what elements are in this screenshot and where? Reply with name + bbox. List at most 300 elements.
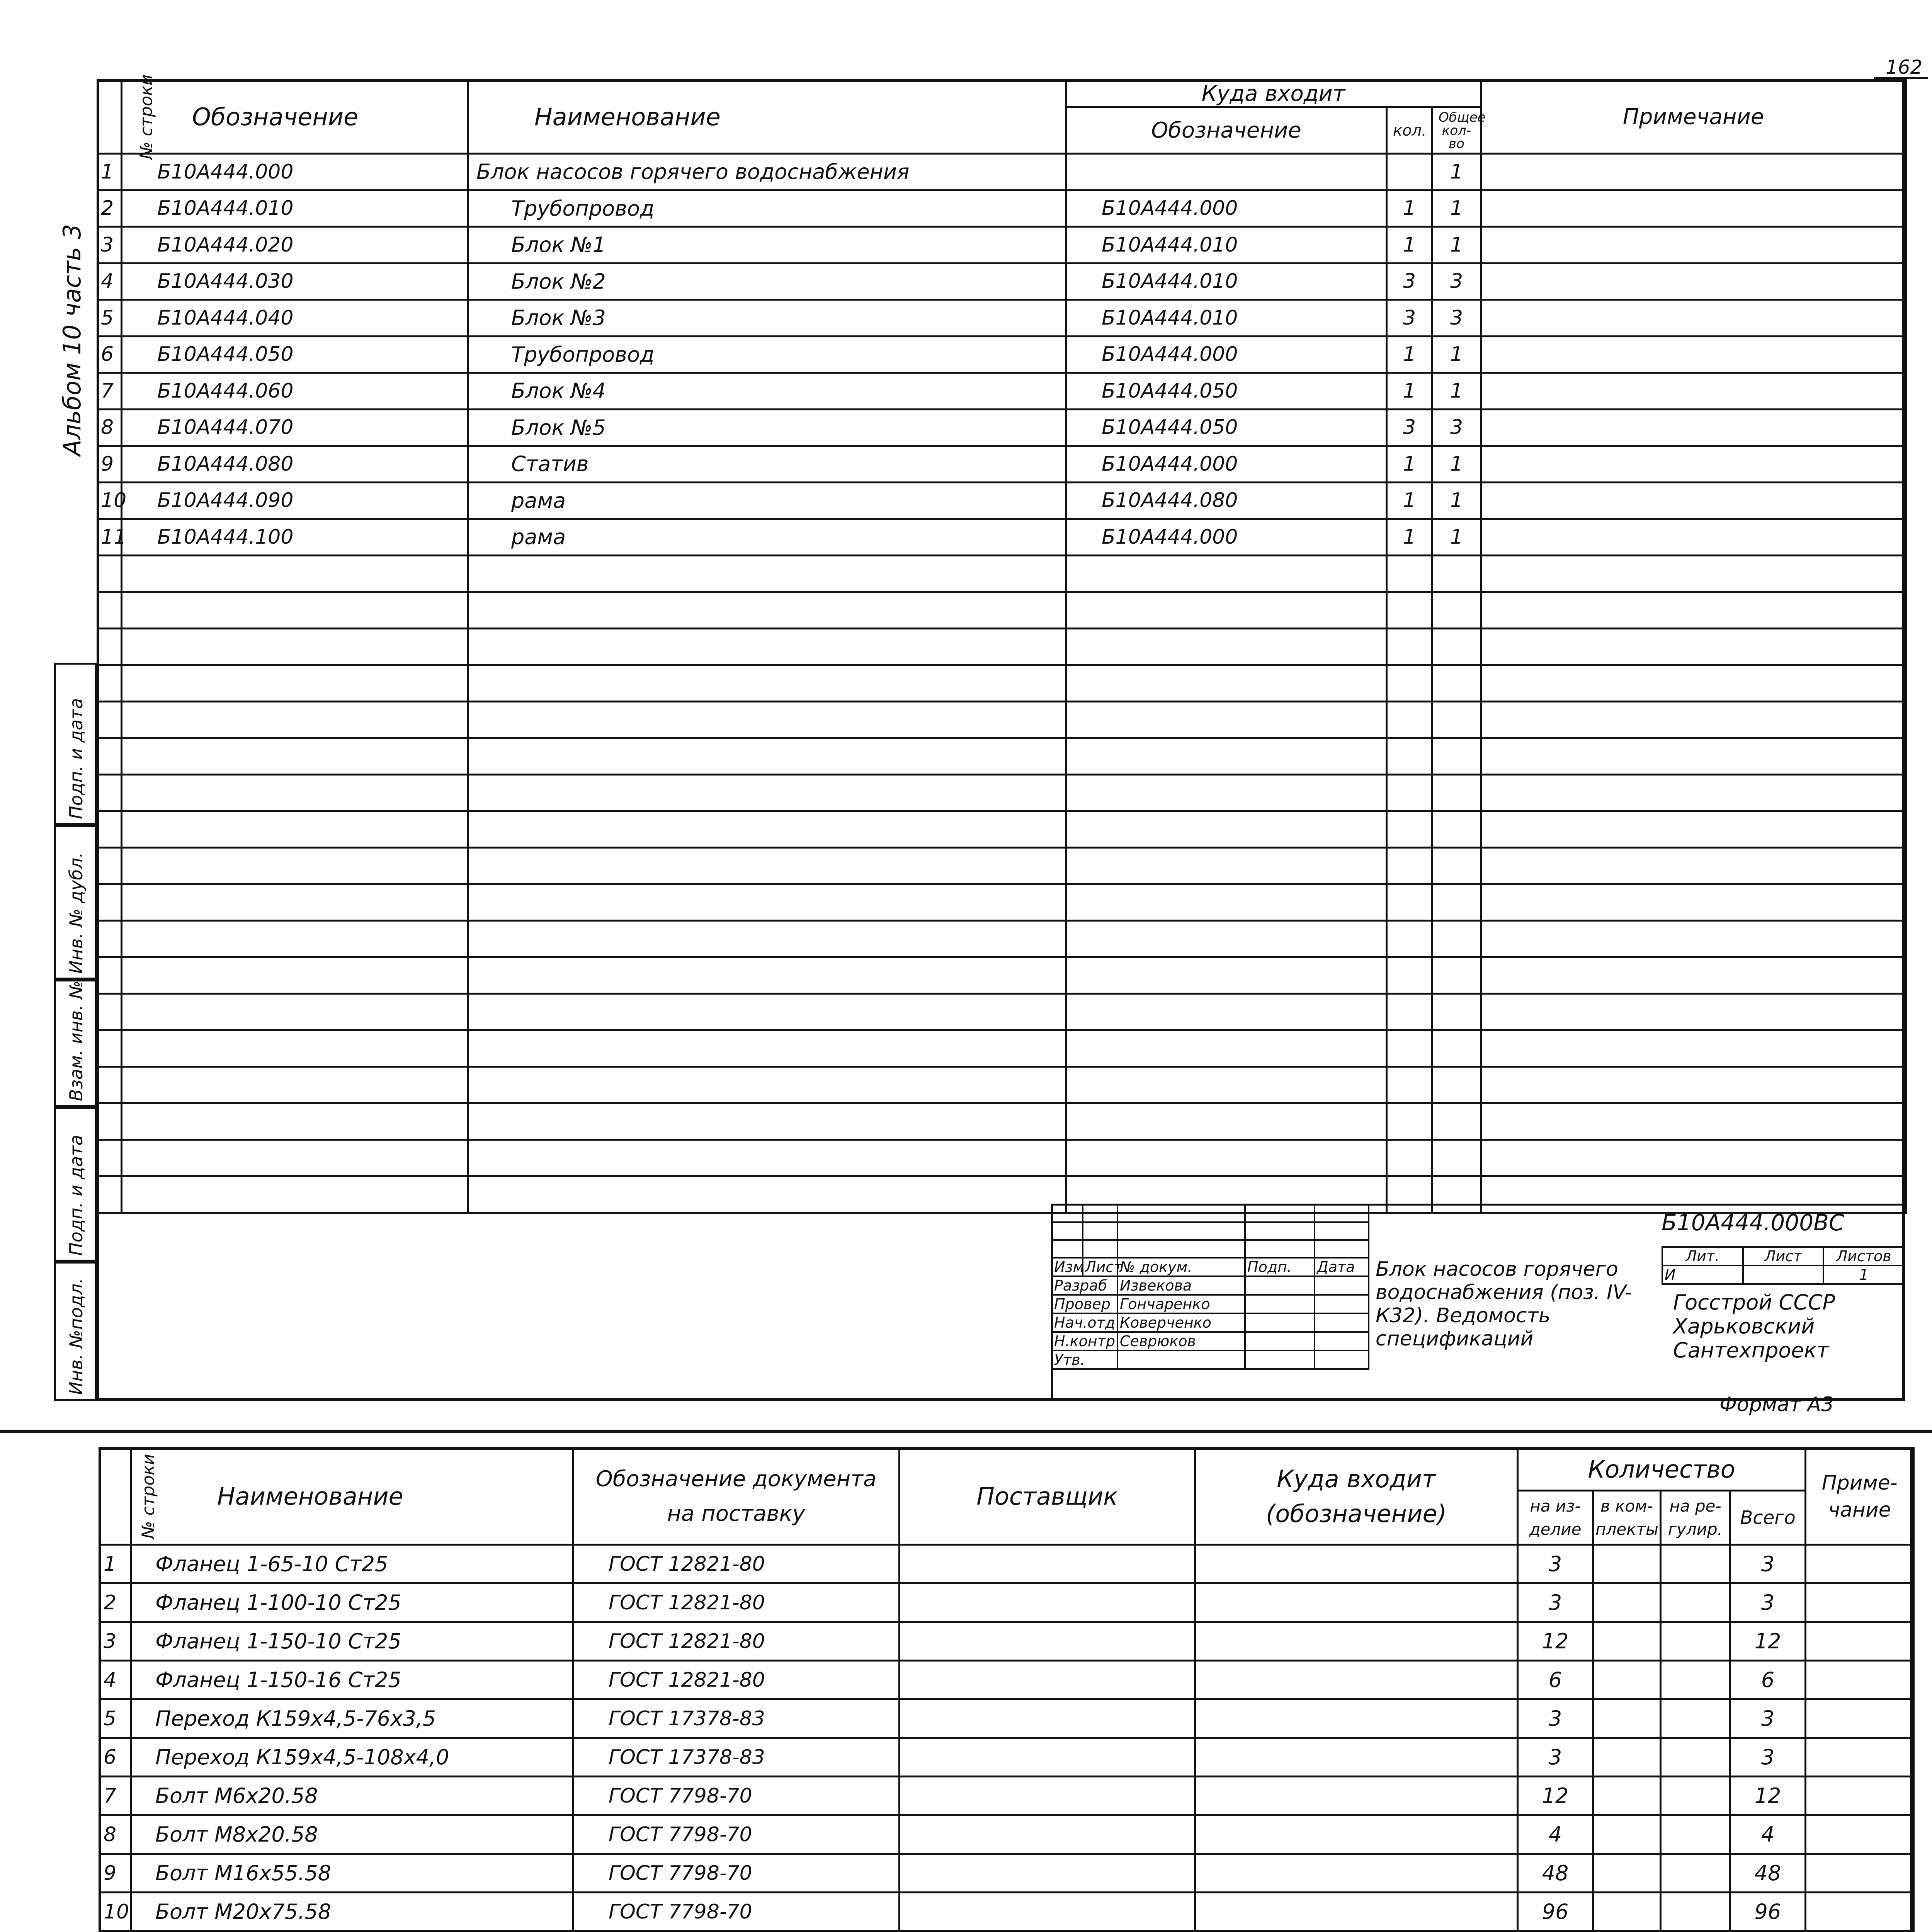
table-row — [98, 227, 1906, 264]
s1-cell-name — [468, 1139, 1066, 1176]
table-row — [98, 774, 1906, 811]
s1-cell-num — [98, 628, 122, 665]
s1-cell-name — [468, 1030, 1066, 1067]
s2-header-name: Наименование — [131, 1448, 573, 1545]
margin-label: Подп. и дата — [66, 698, 87, 819]
s1-cell-num — [98, 920, 122, 957]
table-row — [100, 1545, 1914, 1583]
table-row — [98, 482, 1906, 519]
s1-header-name: Наименование — [468, 80, 1066, 154]
s1-cell-designation — [122, 665, 468, 702]
s2-cell-supplier — [900, 1699, 1195, 1738]
s1-cell-total: 1 — [1432, 446, 1481, 483]
s1-cell-note — [1481, 957, 1906, 994]
s1-cell-where — [1066, 774, 1387, 811]
table-row — [98, 1103, 1906, 1140]
s1-stamp-lit: Лит. Лист Листов И 1 — [1662, 1246, 1905, 1285]
s1-cell-qty: 1 — [1387, 373, 1432, 410]
s2-cell-supplier — [900, 1545, 1195, 1583]
s2-cell-name: Фланец 1-150-10 Ст25 — [131, 1622, 573, 1661]
s2-cell-per-item: 3 — [1518, 1545, 1593, 1583]
s1-cell-where: Б10А444.010 — [1066, 300, 1387, 337]
s2-cell-note — [1806, 1545, 1914, 1583]
s1-cell-note — [1481, 701, 1906, 738]
s2-cell-where — [1195, 1777, 1518, 1815]
s2-cell-supplier — [900, 1893, 1195, 1931]
table-row — [98, 555, 1906, 592]
s1-cell-note — [1481, 227, 1906, 264]
s2-cell-per-item: 6 — [1518, 1661, 1593, 1699]
s1-cell-where — [1066, 1139, 1387, 1176]
s1-cell-num: 3 — [98, 227, 122, 264]
table-row — [98, 300, 1906, 337]
s2-cell-regul — [1661, 1893, 1730, 1931]
s1-cell-num — [98, 811, 122, 848]
s2-header-where: Куда входит (обозначение) — [1195, 1448, 1518, 1545]
s1-cell-designation — [122, 811, 468, 848]
s1-cell-designation: Б10А444.010 — [122, 190, 468, 227]
s2-cell-where — [1195, 1622, 1518, 1661]
s2-cell-total: 3 — [1730, 1738, 1806, 1777]
s2-cell-where — [1195, 1893, 1518, 1931]
s1-cell-qty: 1 — [1387, 482, 1432, 519]
s2-cell-name: Фланец 1-150-16 Ст25 — [131, 1661, 573, 1699]
s1-cell-qty — [1387, 957, 1432, 994]
s2-cell-where — [1195, 1661, 1518, 1699]
s1-cell-total: 3 — [1432, 263, 1481, 300]
s1-cell-total — [1432, 774, 1481, 811]
s1-cell-total: 1 — [1432, 373, 1481, 410]
s1-cell-where: Б10А444.010 — [1066, 263, 1387, 300]
s1-cell-total — [1432, 920, 1481, 957]
s2-cell-per-set — [1593, 1854, 1661, 1893]
s1-format: Формат А3 — [1719, 1393, 1834, 1416]
s1-header-where-designation: Обозначение — [1066, 107, 1387, 154]
table-row — [98, 1030, 1906, 1067]
s1-cell-total: 3 — [1432, 300, 1481, 337]
s2-header-supplier: Поставщик — [900, 1448, 1195, 1545]
s2-header-per-item: на из-делие — [1518, 1491, 1593, 1545]
s1-cell-designation: Б10А444.020 — [122, 227, 468, 264]
s1-cell-where — [1066, 555, 1387, 592]
table-row — [98, 519, 1906, 556]
s1-cell-total — [1432, 592, 1481, 629]
s1-cell-qty: 1 — [1387, 519, 1432, 556]
s1-header-where-group: Куда входит — [1066, 80, 1481, 107]
s1-cell-qty — [1387, 701, 1432, 738]
table-row — [98, 993, 1906, 1030]
s1-cell-num — [98, 1103, 122, 1140]
s1-cell-num — [98, 665, 122, 702]
s1-cell-name: Блок №4 — [468, 373, 1066, 410]
s1-cell-where — [1066, 920, 1387, 957]
s1-cell-where: Б10А444.050 — [1066, 409, 1387, 446]
s2-cell-regul — [1661, 1622, 1730, 1661]
table-row — [98, 190, 1906, 227]
s1-cell-note — [1481, 154, 1906, 190]
s1-cell-total — [1432, 555, 1481, 592]
s1-cell-num — [98, 1139, 122, 1176]
s1-cell-qty — [1387, 920, 1432, 957]
s1-cell-total: 1 — [1432, 336, 1481, 373]
s1-cell-qty: 3 — [1387, 300, 1432, 337]
s1-cell-where — [1066, 993, 1387, 1030]
s1-cell-designation — [122, 592, 468, 629]
s1-cell-total — [1432, 957, 1481, 994]
s1-cell-designation: Б10А444.050 — [122, 336, 468, 373]
s2-cell-per-item: 3 — [1518, 1583, 1593, 1622]
s1-cell-num: 9 — [98, 446, 122, 483]
s1-cell-num — [98, 774, 122, 811]
s1-cell-note — [1481, 263, 1906, 300]
s2-cell-supplier — [900, 1777, 1195, 1815]
s1-cell-designation: Б10А444.100 — [122, 519, 468, 556]
s1-cell-note — [1481, 592, 1906, 629]
s1-cell-name — [468, 738, 1066, 775]
s1-cell-note — [1481, 993, 1906, 1030]
page-number: 162 — [1886, 56, 1923, 78]
s2-cell-total: 48 — [1730, 1854, 1806, 1893]
s1-cell-note — [1481, 519, 1906, 556]
s1-cell-note — [1481, 774, 1906, 811]
s1-cell-total — [1432, 1139, 1481, 1176]
s1-cell-note — [1481, 811, 1906, 848]
s1-cell-where — [1066, 738, 1387, 775]
s1-cell-where — [1066, 628, 1387, 665]
s2-header-total: Всего — [1730, 1491, 1806, 1545]
s1-cell-name — [468, 774, 1066, 811]
s1-cell-where — [1066, 1066, 1387, 1103]
table-row — [100, 1738, 1914, 1777]
s1-cell-designation — [122, 701, 468, 738]
s2-cell-per-set — [1593, 1699, 1661, 1738]
s1-cell-name: Блок №3 — [468, 300, 1066, 337]
s1-cell-designation — [122, 1103, 468, 1140]
s1-stamp-code: Б10А444.000ВС — [1662, 1209, 1845, 1236]
s2-cell-total: 96 — [1730, 1893, 1806, 1931]
s2-cell-num: 3 — [100, 1622, 131, 1661]
table-row — [100, 1854, 1914, 1893]
s1-cell-designation — [122, 1066, 468, 1103]
s2-cell-doc: ГОСТ 7798-70 — [573, 1777, 900, 1815]
s2-cell-num: 7 — [100, 1777, 131, 1815]
s1-cell-where — [1066, 847, 1387, 884]
margin-box — [54, 980, 97, 1107]
s1-cell-note — [1481, 665, 1906, 702]
s1-header-designation: Обозначение — [122, 80, 468, 154]
s1-cell-name — [468, 884, 1066, 921]
s1-cell-num — [98, 738, 122, 775]
s1-cell-qty — [1387, 665, 1432, 702]
margin-label: Инв. №подл. — [66, 1278, 87, 1395]
s2-cell-per-item: 3 — [1518, 1699, 1593, 1738]
s1-cell-name: Блок №5 — [468, 409, 1066, 446]
s1-cell-name: рама — [468, 519, 1066, 556]
s2-cell-note — [1806, 1738, 1914, 1777]
s1-cell-note — [1481, 336, 1906, 373]
s2-cell-name: Болт М8х20.58 — [131, 1815, 573, 1854]
table-row — [98, 665, 1906, 702]
s1-cell-where: Б10А444.010 — [1066, 227, 1387, 264]
s1-cell-qty — [1387, 1139, 1432, 1176]
s2-cell-supplier — [900, 1661, 1195, 1699]
s1-cell-total — [1432, 701, 1481, 738]
sheet2-purchased-table — [99, 1447, 1915, 1932]
s1-cell-name — [468, 1066, 1066, 1103]
s1-cell-designation — [122, 774, 468, 811]
s1-cell-num: 5 — [98, 300, 122, 337]
s1-cell-name: Трубопровод — [468, 190, 1066, 227]
s1-cell-num: 7 — [98, 373, 122, 410]
s1-cell-qty: 1 — [1387, 227, 1432, 264]
s2-cell-regul — [1661, 1815, 1730, 1854]
s2-header-per-set: в ком-плекты — [1593, 1491, 1661, 1545]
table-row — [100, 1815, 1914, 1854]
s1-cell-where: Б10А444.050 — [1066, 373, 1387, 410]
s2-cell-per-item: 48 — [1518, 1854, 1593, 1893]
s2-cell-total: 3 — [1730, 1583, 1806, 1622]
s2-cell-doc: ГОСТ 12821-80 — [573, 1622, 900, 1661]
s1-cell-where — [1066, 592, 1387, 629]
s1-cell-qty — [1387, 1030, 1432, 1067]
s1-cell-designation — [122, 1139, 468, 1176]
s2-cell-total: 3 — [1730, 1545, 1806, 1583]
s2-cell-per-item: 12 — [1518, 1777, 1593, 1815]
s1-cell-designation: Б10А444.060 — [122, 373, 468, 410]
s2-cell-per-set — [1593, 1738, 1661, 1777]
s2-cell-note — [1806, 1622, 1914, 1661]
s1-cell-where: Б10А444.000 — [1066, 519, 1387, 556]
s1-cell-num — [98, 1066, 122, 1103]
s2-cell-name: Переход К159х4,5-108х4,0 — [131, 1738, 573, 1777]
s2-cell-total: 4 — [1730, 1815, 1806, 1854]
s1-cell-where — [1066, 1030, 1387, 1067]
s1-cell-qty — [1387, 738, 1432, 775]
s1-cell-total — [1432, 738, 1481, 775]
s1-cell-total: 1 — [1432, 227, 1481, 264]
s1-cell-name — [468, 1176, 1066, 1213]
s1-cell-qty — [1387, 993, 1432, 1030]
s1-cell-designation — [122, 555, 468, 592]
s1-cell-num — [98, 993, 122, 1030]
s2-cell-total: 12 — [1730, 1777, 1806, 1815]
s1-cell-total: 1 — [1432, 190, 1481, 227]
s2-cell-regul — [1661, 1854, 1730, 1893]
s1-cell-name: Блок насосов горячего водоснабжения — [468, 154, 1066, 190]
s1-cell-where — [1066, 154, 1387, 190]
s2-cell-per-set — [1593, 1545, 1661, 1583]
s1-cell-designation — [122, 1030, 468, 1067]
table-row — [98, 1139, 1906, 1176]
s2-cell-doc: ГОСТ 17378-83 — [573, 1699, 900, 1738]
s1-cell-total: 3 — [1432, 409, 1481, 446]
s2-cell-name: Болт М16х55.58 — [131, 1854, 573, 1893]
s2-cell-total: 12 — [1730, 1622, 1806, 1661]
album-note: Альбом 10 часть 3 — [58, 224, 86, 456]
s2-cell-name: Болт М20х75.58 — [131, 1893, 573, 1931]
s1-cell-name: Блок №2 — [468, 263, 1066, 300]
margin-label: Взам. инв. № — [66, 980, 87, 1101]
s2-cell-regul — [1661, 1777, 1730, 1815]
s1-cell-note — [1481, 190, 1906, 227]
s1-cell-designation — [122, 920, 468, 957]
table-row — [98, 1176, 1906, 1213]
s1-stamp-org: Госстрой СССР Харьковский Сантехпроект — [1673, 1290, 1835, 1362]
s2-header-num: № строки — [100, 1448, 131, 1545]
table-row — [98, 373, 1906, 410]
s1-cell-total — [1432, 628, 1481, 665]
s1-cell-qty: 1 — [1387, 190, 1432, 227]
s1-cell-note — [1481, 628, 1906, 665]
s1-cell-qty: 1 — [1387, 336, 1432, 373]
s1-cell-num — [98, 884, 122, 921]
s2-cell-num: 9 — [100, 1854, 131, 1893]
s2-cell-total: 3 — [1730, 1699, 1806, 1738]
s1-cell-num: 2 — [98, 190, 122, 227]
s2-cell-note — [1806, 1893, 1914, 1931]
s1-cell-designation: Б10А444.000 — [122, 154, 468, 190]
s2-cell-supplier — [900, 1622, 1195, 1661]
s1-cell-num: 1 — [98, 154, 122, 190]
s1-header-note: Примечание — [1481, 80, 1906, 154]
table-row — [100, 1661, 1914, 1699]
s1-cell-note — [1481, 1176, 1906, 1213]
s1-cell-note — [1481, 300, 1906, 337]
table-row — [98, 628, 1906, 665]
s1-cell-num: 4 — [98, 263, 122, 300]
s1-cell-name: Статив — [468, 446, 1066, 483]
s2-cell-where — [1195, 1583, 1518, 1622]
sheet1-spec-table — [97, 74, 1907, 1213]
s1-cell-num: 10 — [98, 482, 122, 519]
s1-cell-where — [1066, 1103, 1387, 1140]
table-row — [98, 701, 1906, 738]
s1-cell-qty — [1387, 154, 1432, 190]
s1-cell-designation: Б10А444.040 — [122, 300, 468, 337]
s1-cell-name — [468, 1103, 1066, 1140]
s2-cell-supplier — [900, 1738, 1195, 1777]
s2-cell-doc: ГОСТ 17378-83 — [573, 1738, 900, 1777]
s2-cell-per-set — [1593, 1661, 1661, 1699]
s1-cell-name — [468, 665, 1066, 702]
s2-cell-name: Фланец 1-65-10 Ст25 — [131, 1545, 573, 1583]
margin-label: Инв. № дубл. — [66, 852, 87, 974]
s1-cell-where — [1066, 957, 1387, 994]
s1-cell-where — [1066, 811, 1387, 848]
s1-cell-designation: Б10А444.080 — [122, 446, 468, 483]
s1-cell-name — [468, 847, 1066, 884]
s1-cell-designation: Б10А444.030 — [122, 263, 468, 300]
s1-cell-note — [1481, 482, 1906, 519]
s2-cell-per-set — [1593, 1777, 1661, 1815]
s1-cell-qty — [1387, 1103, 1432, 1140]
s1-cell-note — [1481, 555, 1906, 592]
s2-cell-name: Фланец 1-100-10 Ст25 — [131, 1583, 573, 1622]
s2-cell-supplier — [900, 1815, 1195, 1854]
s1-cell-note — [1481, 409, 1906, 446]
table-row — [98, 738, 1906, 775]
s1-cell-num: 6 — [98, 336, 122, 373]
s1-cell-qty: 1 — [1387, 446, 1432, 483]
s1-cell-total — [1432, 1030, 1481, 1067]
s1-cell-num — [98, 555, 122, 592]
s1-cell-total: 1 — [1432, 154, 1481, 190]
s1-cell-where: Б10А444.080 — [1066, 482, 1387, 519]
s1-cell-designation — [122, 884, 468, 921]
s1-cell-where: Б10А444.000 — [1066, 336, 1387, 373]
s1-cell-name — [468, 957, 1066, 994]
table-row — [98, 811, 1906, 848]
margin-box — [54, 1107, 97, 1262]
margin-box — [54, 663, 97, 825]
s2-cell-note — [1806, 1854, 1914, 1893]
s2-cell-doc: ГОСТ 12821-80 — [573, 1545, 900, 1583]
s2-cell-where — [1195, 1815, 1518, 1854]
s2-cell-regul — [1661, 1583, 1730, 1622]
s1-cell-qty — [1387, 774, 1432, 811]
s2-cell-num: 5 — [100, 1699, 131, 1738]
s1-cell-name: Трубопровод — [468, 336, 1066, 373]
table-row — [100, 1777, 1914, 1815]
margin-label: Подп. и дата — [66, 1134, 87, 1256]
s1-cell-where — [1066, 884, 1387, 921]
s1-cell-num: 11 — [98, 519, 122, 556]
s1-cell-designation — [122, 957, 468, 994]
table-row — [100, 1699, 1914, 1738]
s1-cell-name — [468, 701, 1066, 738]
s2-cell-where — [1195, 1854, 1518, 1893]
s2-cell-where — [1195, 1738, 1518, 1777]
s1-cell-note — [1481, 884, 1906, 921]
s1-cell-num — [98, 592, 122, 629]
s2-cell-per-set — [1593, 1893, 1661, 1931]
s2-cell-note — [1806, 1777, 1914, 1815]
s1-cell-note — [1481, 1103, 1906, 1140]
s2-cell-num: 2 — [100, 1583, 131, 1622]
s1-header-total: Общее кол-во — [1432, 107, 1481, 154]
table-row — [98, 154, 1906, 190]
s1-cell-note — [1481, 446, 1906, 483]
s1-cell-qty — [1387, 847, 1432, 884]
s1-cell-qty — [1387, 1176, 1432, 1213]
s1-cell-qty: 3 — [1387, 263, 1432, 300]
s2-cell-note — [1806, 1815, 1914, 1854]
s1-cell-total — [1432, 665, 1481, 702]
s1-cell-qty — [1387, 1066, 1432, 1103]
s1-cell-name — [468, 555, 1066, 592]
s2-header-doc: Обозначение документа на поставку — [573, 1448, 900, 1545]
s1-cell-designation — [122, 1176, 468, 1213]
s2-cell-per-item: 96 — [1518, 1893, 1593, 1931]
s1-cell-num: 8 — [98, 409, 122, 446]
s2-cell-doc: ГОСТ 12821-80 — [573, 1661, 900, 1699]
s2-cell-note — [1806, 1699, 1914, 1738]
s1-cell-note — [1481, 847, 1906, 884]
s2-cell-note — [1806, 1583, 1914, 1622]
s1-cell-num — [98, 1176, 122, 1213]
s1-header-num: № строки — [98, 80, 122, 154]
s1-stamp-grid: Изм Лист № докум. Подп. Дата Разраб Извекова Провер Гончаренко Нач.отд Коверченко Н.контр Севрюков Утв. — [1051, 1204, 1369, 1370]
s2-cell-name: Болт М6х20.58 — [131, 1777, 573, 1815]
s2-cell-regul — [1661, 1661, 1730, 1699]
margin-box — [54, 1262, 97, 1401]
table-row — [98, 957, 1906, 994]
s2-cell-per-item: 4 — [1518, 1815, 1593, 1854]
s2-cell-regul — [1661, 1738, 1730, 1777]
s2-cell-total: 6 — [1730, 1661, 1806, 1699]
s1-cell-total — [1432, 993, 1481, 1030]
table-row — [98, 409, 1906, 446]
